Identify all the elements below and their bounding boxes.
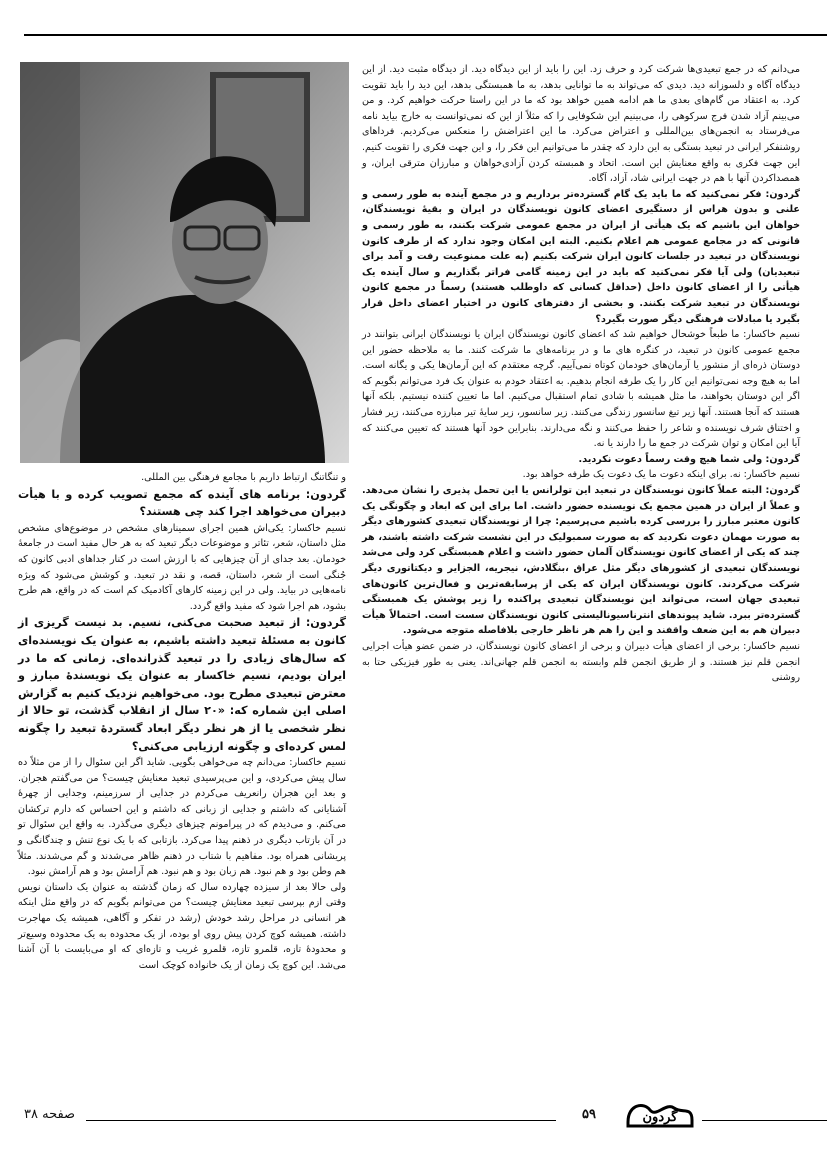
right-text-column (362, 62, 800, 686)
paragraph: نسیم خاکسار: نه. برای اینکه دعوت ما یک دعوت یک طرفه خواهد بود. (522, 469, 800, 481)
footer-rule-left (86, 1120, 556, 1121)
paragraph: می‌دانم که در جمع تبعیدی‌ها شرکت کرد و حرف زد. این را باید از این دیدگاه دید. از دیدگاه مثبت دید. از این دیدگاه آگاه و دلسوزانه دید. دیدی که می‌تواند به ما توانایی بدهد، به ما همبستگی بدهد، این دید را باید تقویت کرد. به اعتقاد من گام‌های بعدی ما هم ادامه همین خواهد بود که ما در این راستا حرکت خواهیم کرد. و من می‌بینم آزاد شدن فرج سرکوهی را، می‌بینیم این شکوفایی را که مثلاً از این که نمی‌توانست به خارج بیاید نامه می‌فرستاد به انجمن‌های بین‌المللی و اعتراض می‌کرد. ما این اعتراضش را منعکس می‌کردیم. فرداهای روشنفکر ایرانی در تبعید بستگی به این دارد که چقدر ما می‌توانیم این فکر را، و این جهت فکری را تقویت کنیم. این جهت فکری به واقع معنایش این است. اتحاد و همبسته کردن آزادی‌خواهان و مبارزان مترقی ایران، و همصداکردن آنها با هم در جهت ایرانی شاد، آزاد، آگاه. (362, 64, 800, 185)
portrait-image (20, 62, 349, 463)
top-rule (24, 34, 827, 36)
interviewer-question: گردون: ولی شما هیچ وقت رسماً دعوت نکردید. (578, 453, 800, 465)
paragraph: و تنگاتنگ ارتباط داریم با مجامع فرهنگی بین المللی. (141, 472, 346, 483)
left-text-column (18, 470, 346, 973)
magazine-name: گردون (642, 1110, 678, 1125)
author-photo (20, 62, 349, 463)
paragraph: نسیم خاکسار: برخی از اعضای هیأت دبیران و برخی از اعضای کانون نویسندگان، در ضمن عضو هیأت اجرایی انجمن قلم نیز هستند. و از طریق انجمن قلم وابسته به انجمن قلم جهانی‌اند. یعنی به طور فیزیکی حتا به روشنی (362, 640, 800, 684)
interviewer-question: گردون: البته عملاً کانون نویسندگان در تبعید این تولرانس یا این تحمل پذیری را نشان می‌دهد. و عملاً از ایران در همین مجمع یک نویسنده حضور داشت. اما برای این که ابعاد و چگونگی یک کانون معتبر مبارز را بررسی کرده باشیم می‌پرسیم: چرا از نویسندگان تبعیدی کشورهای دیگر به صورت مهمان دعوت نکردید که به صورت سمبولیک در این نشست شرکت داشته باشند، هر چند که یکی از اعضای کانون نویسندگان آلمان حضور داشت و اعلام همبستگی کرد ولی می‌شد نویسندگان تبعیدی از کشورهای دیگر مثل عراق ،بنگلادش، نیجریه، الجزایر و دیکتاتوری دیگر شرکت می‌کردند. کانون نویسندگان ایران که یکی از پرسابقه‌ترین و فعال‌ترین کانون‌های تبعیدی جهان است، می‌تواند این نویسندگان تبعیدی پراکنده را زیر پوشش یک همبستگی گسترده‌تر ببرد. شاید پیوندهای انترناسیونالیستی کانون نویسندگان سست است. احتمالاً هیأت دبیران هم به این ضعف واقفند و این را هم هر ناظر خارجی بلافاصله متوجه می‌شود. (362, 485, 800, 637)
gardoon-logo-icon (622, 1094, 698, 1134)
footer-rule-right (702, 1120, 827, 1121)
paragraph: نسیم خاکسار: می‌دانم چه می‌خواهی بگویی. شاید اگر این سئوال را از من مثلاً ده سال پیش می‌کردی، و این می‌پرسیدی تبعید معنایش چیست؟ من می‌گفتم هجران. و بعد این هجران رانعریف می‌کردم در جدایی از سرزمینم، وجدایی از چهرهٔ آشنایانی که داشتم و جدایی از زبانی که داشتم و این احساس که دارم ترکشان می‌کنم. و می‌دیدم که در پیرامونم چیزهای دیگری می‌گذرد. به واقع این سئوال تو در آن بازتاب دیگری در ذهنم پیدا می‌کرد. بازتابی که با یک نوع تنش و چندگانگی و پریشانی همراه بود. مفاهیم با شتاب در ذهنم ظاهر می‌شدند و گم می‌شدند. مثلاً هم وطن بود و هم نبود. هم زبان بود و هم نبود. هم آرامش بود و هم آرامش نبود. (18, 757, 346, 878)
left-page-number: صفحه ۳۸ (24, 1107, 76, 1122)
right-page-number: ۵۹ (582, 1107, 596, 1122)
magazine-logo (622, 1094, 698, 1134)
interviewer-question: گردون: فکر نمی‌کنید که ما باید یک گام گسترده‌تر برداریم و در مجمع آینده به طور رسمی و علنی و بدون هراس از دستگیری اعضای کانون نویسندگان در ایران و بقیهٔ نویسندگان، خواهان این باشیم که یک هیأتی از ایران در مجمع عمومی شرکت بکنند، به طور رسمی و قانونی که در مجامع عمومی هم اعلام بکنیم. البته این امکان وجود ندارد که از طرف کانون نویسندگان در تبعید در جلسات کانون ایران شرکت بکنیم (به علت ممنوعیت رفت و آمد برای تبعیدیان) ولی آیا فکر نمی‌کنید که باید در این زمینه گامی فراتر بگذاریم و سال آینده یک هیأتی را از اعضای کانون داخل (حداقل کسانی که داوطلب هستند) رسماً در مجمع کانون نویسندگان در تبعید شرکت بکنند. و بخشی از دفترهای کانون در اختیار اعضای داخل قرار بگیرد یا مبادلات فرهنگی دیگر صورت بگیرد؟ (362, 188, 800, 325)
paragraph: ولی حالا بعد از سیزده چهارده سال که زمان گذشته به عنوان یک داستان نویس وقتی ازم بپرسی تبعید معنایش چیست؟ من می‌توانم بگویم که در واقع مثل اینکه هر انسانی در مراحل رشد خودش (رشد در تفکر و آگاهی، همیشه یک مهاجرت داشته. همیشه کوچ کردن پیش روی او بوده، از یک محدوده به یک محدوده وسیع‌تر و محدودهٔ تازه، قلمرو تازه، قلمرو غریب و تازه‌ای که او می‌بایست با آن آشنا می‌شد. این کوچ یک زمان از یک خانواده کوچک است (18, 881, 346, 971)
interviewer-question: گردون: برنامه های آینده که مجمع تصویب کرده و با هیأت دبیران می‌خواهد اجرا کند چی هستند؟ (18, 487, 346, 519)
paragraph: نسیم خاکسار: ما طبعاً خوشحال خواهیم شد که اعضای کانون نویسندگان ایران یا نویسندگان ایرانی بتوانند در مجمع عمومی کانون در تبعید، در کنگره های ما و در برنامه‌های ما شرکت کنند. ما به ملاحظه حضور این دوستان ذره‌ای از منشور یا آرمان‌های خودمان کوتاه نمی‌آییم. گرچه معتقدم که این آرمان‌ها یکی و یگانه است. اما به هیچ وجه نمی‌توانیم این کار را یک طرفه انجام بدهیم. به اعتقاد خودم به عنوان یک فرد می‌توانم بگویم که اگر این دوستان بخواهند، ما مثل همیشه با شادی تمام استقبال می‌کنیم. اما ما تعیین کننده نیستیم. بلکه آنها هستند که آنجا هستند. آنها زیر تیغ سانسور زندگی می‌کنند. زیر سانسور، زیر سایهٔ تیر مبارزه می‌کنند، زیر فشار و اختناق شرف نویسنده و شاعر را حفظ می‌کنند و نگه می‌دارند. بنابراین خود آنها هستند که تعیین می‌کنند که آیا این امکان و توان شرکت در جمع ما را دارند یا نه. (362, 329, 800, 450)
paragraph: نسیم خاکسار: یکی‌اش همین اجرای سمینارهای مشخص در موضوع‌های مشخص مثل داستان، شعر، تئاتر و موضوعات دیگر تبعید که به هر حال مفید است در جامعهٔ خودمان. بعد جدای از آن چیزهایی که با ارزش است در کنار جداهای ادبی کانون که جُنگی است از شعر، داستان، قصه، و نقد در تبعید. و کوشش می‌شود که ویژه نامه‌هایی در بیاید. ولی در این زمینه کارهای آکادمیک کم است که در واقع، هم طرح بشود، هم اجرا شود که مفید واقع گردد. (18, 522, 346, 612)
interviewer-question: گردون: از تبعید صحبت می‌کنی، نسیم. بد نیست گریزی از کانون به مسئلهٔ تبعید داشته باشیم، به عنوان یک نویسنده‌ای که سال‌های زیادی را در تبعید گذرانده‌ای. زمانی که ما در ایران بودیم، نسیم خاکسار به عنوان یک نویسندهٔ مبارز و معترض تبعیدی مطرح بود. می‌خواهیم نزدیک کنیم به گزارش اصلی این شماره که: «۲۰ سال از انقلاب گذشت، تو حالا از نظر شخصی یا از هر نظر دیگر ابعاد گستردهٔ تبعید را چگونه لمس کرده‌ای و چگونه ارزیابی می‌کنی؟ (18, 616, 347, 753)
